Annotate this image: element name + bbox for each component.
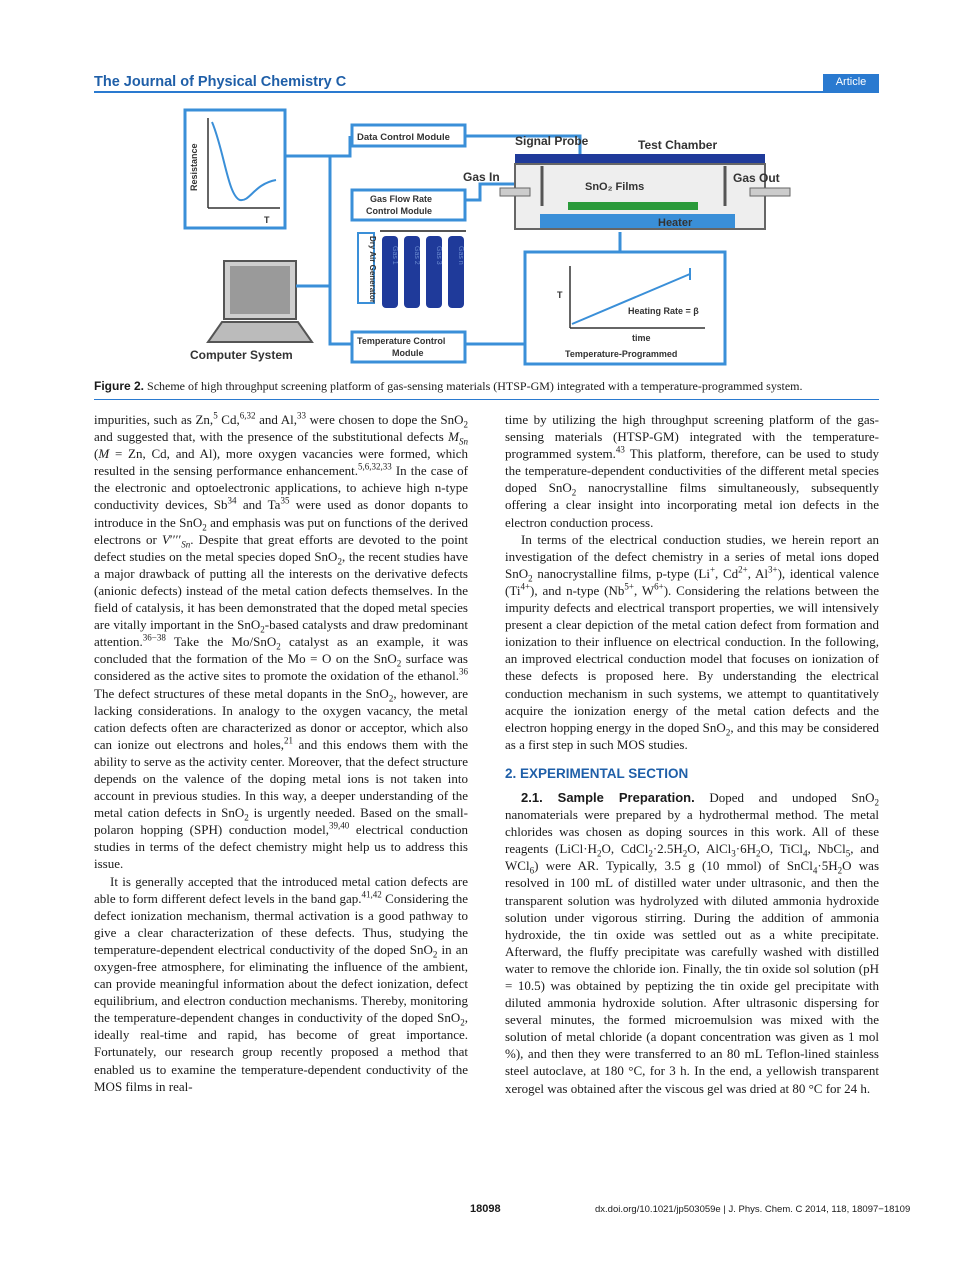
subsection-heading-sample-prep: 2.1. Sample Preparation.: [521, 789, 695, 805]
tp-t-label: T: [557, 290, 563, 300]
link-computer-tempctrl: [330, 286, 352, 344]
right-paragraph-1: time by utilizing the high throughput screening platform of the gas-sensing materials (HTSP-GM) integrated with the temperature-programmed system.$^{43}$ This platform, therefore, can be used to study the temperature-dependent conductivities of the different metal species doped SnO$_2$ nanocrystalline films simultaneously, subsequently offering a clear insight into incorporating metal ion defects in the electron conduction process.: [505, 412, 879, 530]
header-rule: [94, 91, 879, 93]
computer-keyboard: [208, 322, 312, 342]
left-paragraph-1: impurities, such as Zn,$^5$ Cd,$^{6,32}$ and Al,$^{33}$ were chosen to dope the SnO$_2$ and suggested that, with the presence of the substitutional defects $M_{Sn}$ (M = Zn, Cd, and Al), more oxygen vacancies were formed, which resulted in the sensing performance enhancement.$^{5,6,32,33}$ In the case of the electronic and optoelectronic applications, to achieve high n-type conductivity devices, Sb$^{34}$ and Ta$^{35}$ were used as donor dopants to introduce in the SnO$_2$ and emphasis was put on functions of the derived electrons or $V''''_{Sn}$. Despite that great efforts are devoted to the point defect studies on the metal species doped SnO$_2$, the recent studies have a major drawback of putting all the interests on the derivative defects (anionic defects) instead of the metal cation defects themselves. In the field of catalysis, it has been demonstrated that the doped metal species are vitally important in the SnO$_2$-based catalysts and draw predominant attention.$^{36-38}$ Take the Mo/SnO$_2$ catalyst as an example, it was concluded that the formation of the Mo = O on the SnO$_2$ surface was considered as the active sites to promote the oxidation of the ethanol.$^{36}$ The defect structures of these metal dopants in the SnO$_2$, however, are lacking considerations. In analogy to the oxygen vacancy, the metal cation defects often are characterized as donor or acceptor, which also can ionize out electrons and holes,$^{21}$ and this endows them with the ability to serve as the activity center. Moreover, that the defect structure depends on the valence of the doping metal ions is not taken into account in previous studies. In this way, a deeper understanding of the metal cation defects in SnO$_2$ is urgently needed. Based on the small-polaron hopping (SPH) conduction model,$^{39,40}$ electrical conduction studies in terms of the defect chemistry might help us to address this issue.: [94, 410, 468, 872]
gas-flow-label-2: Control Module: [366, 206, 432, 216]
heater-bar: [540, 214, 735, 228]
chamber-top: [515, 154, 765, 164]
right-paragraph-3: 2.1. Sample Preparation. Doped and undoped SnO$_2$ nanomaterials were prepared by a hydrothermal method. The metal chlorides was chosen as doping sources in this work. All of these reagents ($LiCl\cdot H_2O$, $CdCl_2\cdot 2.5H_2O$, $AlCl_3\cdot 6H_2O$, TiCl$_4$, NbCl$_5$, and WCl$_6$) were AR. Typically, 3.5 g (10 mmol) of $SnCl_4\cdot 5H_2O$ was resolved in 100 mL of distilled water under ultrasonic, and then the transparent solution was hydrolyzed with diluted ammonia hydroxide solution under vigorous stirring. During the addition of ammonia hydroxide, the tin oxide was settled out as a white precipitate. Afterward, the fluffy precipitate was carefully washed with distilled water to remove the chloride ion. Finally, the tin oxide sol solution (pH = 10.5) was obtained by peptizing the tin oxide gel precipitate with diluted ammonia hydroxide solution. After ultrasonic dispersing for several minutes, the formed microemulsion was mixed with the solution of metal chloride (a dopant concentration was given as 1 mol %), and then they were transferred to an 80 mL Teflon-lined stainless steel autoclave, at 180 °C, for 3 h. In the end, a yellowish transparent xerogel was obtained after the viscous gel was dried at 80 °C for 24 h.: [505, 789, 880, 1096]
computer-system-label: Computer System: [190, 348, 293, 362]
gas-flow-label-1: Gas Flow Rate: [370, 194, 433, 204]
caption-text: Scheme of high throughput screening platform of gas-sensing materials (HTSP-GM) integrated with a temperature-programmed system.: [147, 379, 803, 393]
gas-in-pipe: [500, 188, 530, 196]
gas-in-label: Gas In: [463, 170, 500, 184]
resistance-panel: [185, 110, 285, 228]
signal-probe-label: Signal Probe: [515, 134, 589, 148]
computer-screen: [230, 266, 290, 314]
gasn-label: Gas n: [457, 246, 464, 265]
journal-title: The Journal of Physical Chemistry C: [94, 74, 347, 90]
left-column: [94, 411, 468, 1095]
gas3-label: Gas 3: [435, 246, 442, 265]
data-control-label: Data Control Module: [357, 132, 450, 143]
test-chamber-label: Test Chamber: [638, 138, 718, 152]
link-resistance-datacontrol: [285, 136, 350, 156]
gas2-label: Gas 2: [413, 246, 420, 265]
time-label: time: [632, 333, 651, 343]
t-label: T: [264, 215, 270, 225]
sno2-films-label: SnO₂ Films: [585, 181, 645, 193]
temp-control-label-2: Module: [392, 348, 424, 358]
heater-label: Heater: [658, 217, 693, 229]
left-paragraph-2: It is generally accepted that the introduced metal cation defects are able to form different defect levels in the band gap.$^{41,42}$ Considering the defect ionization mechanism, thermal activation is a good pathway to give a clear characterization of these defects. Thus, studying the temperature-dependent electrical conductivity of the doped SnO$_2$ in an oxygen-free atmosphere, for eliminating the influence of the ambient, can provide meaningful information about the defect ionization, defect equilibrium, and electron conduction mechanisms. Thereby, monitoring the temperature-dependent changes in conductivity of the doped SnO$_2$, ideally real-time and rapid, has become of great importance. Fortunately, our research group recently proposed a method that enabled us to examine the temperature-dependent conductivity of the MOS films in real-: [94, 873, 468, 1094]
figure-caption: [94, 379, 879, 394]
caption-rule: [94, 399, 879, 400]
right-paragraph-2: In terms of the electrical conduction studies, we herein report an investigation of the defect chemistry in a series of metal ions doped SnO$_2$ nanocrystalline films, p-type (Li+, $Cd^{2+}$, $Al^{3+}$), identical valence $(Ti^{4+})$, and n-type ($Nb^{5+}$, $W^{6+}$). Considering the relations between the impurity defects and electrical transport properties, we will intensively present a clear depiction of the metal cation defect from formation and ionization to their influence on electrical conduction. In the following, an improved electrical conduction model that focuses on ionization of these defects is proposed here. By understanding the electrical conduction mechanism in such systems, we attempt to quantitatively acquire the ionization energy of the metal cation defects and the electron hopping energy in the doped SnO$_2$, and this may be considered as a first step in such MOS studies.: [505, 531, 880, 752]
gas-out-label: Gas Out: [733, 171, 780, 185]
footer-doi: dx.doi.org/10.1021/jp503059e | J. Phys. Chem. C 2014, 118, 18097−18109: [595, 1204, 911, 1215]
heating-rate-label: Heating Rate = β: [628, 306, 699, 316]
figure-2-scheme: [180, 96, 800, 371]
section-heading-experimental: 2. EXPERIMENTAL SECTION: [505, 765, 689, 781]
page-number: 18098: [470, 1203, 501, 1215]
temp-programmed-label: Temperature-Programmed: [565, 349, 678, 359]
temp-control-label-1: Temperature Control: [357, 336, 446, 346]
resistance-label: Resistance: [189, 143, 199, 191]
article-badge: Article: [823, 74, 879, 91]
gas1-label: Gas 1: [391, 246, 398, 265]
link-computer-datacontrol: [296, 156, 330, 286]
caption-label: Figure 2.: [94, 379, 145, 393]
dry-air-label: Dry Air Generator: [368, 236, 377, 303]
right-column: [505, 411, 879, 1097]
gas-out-pipe: [750, 188, 790, 196]
film-substrate: [568, 202, 698, 210]
